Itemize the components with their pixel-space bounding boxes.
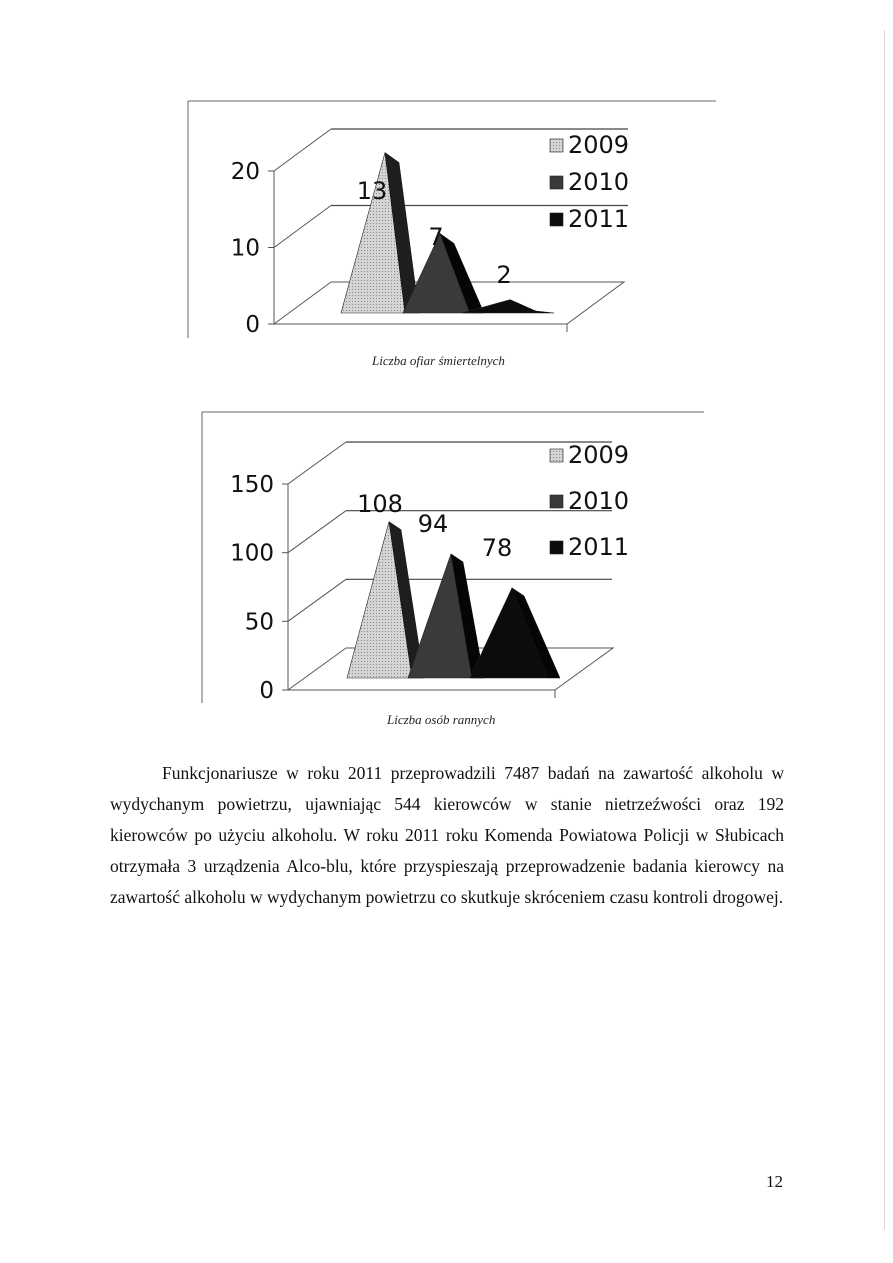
y-tick-label: 0 [245,312,260,338]
data-label-2010: 94 [417,510,449,538]
page-number: 12 [766,1172,783,1191]
legend-label-2009: 2009 [568,441,630,469]
y-tick-label: 150 [230,472,274,498]
data-label-2009: 13 [356,177,388,205]
data-label-2011: 2 [496,261,512,289]
data-label-2009: 108 [357,490,403,518]
depth-line [288,442,346,484]
legend-label-2009: 2009 [568,131,630,159]
legend-label-2010: 2010 [568,487,630,515]
legend-swatch-2010 [550,495,563,508]
body-paragraph: Funkcjonariusze w roku 2011 przeprowadzili 7487 badań na zawartość alkoholu w wydychanym powietrzu, ujawniając 544 kierowców w stanie nietrzeźwości oraz 192 kierowców po użyciu alkoholu. W roku 2011 roku Komenda Powiatowa Policji w Słubicach otrzymała 3 urządzenia Alco-blu, które przyspieszają przeprowadzenie badania kierowcy na zawartość alkoholu w wydychanym powietrzu co skutkuje skróceniem czasu kontroli drogowej. [110,763,784,907]
y-tick-label: 20 [230,159,260,185]
legend-swatch-2009 [550,449,563,462]
depth-line [288,648,346,690]
legend-label-2010: 2010 [568,168,630,196]
y-tick-label: 0 [259,678,274,704]
legend-swatch-2011 [550,541,563,554]
depth-line [288,511,346,553]
legend-label-2011: 2011 [568,205,630,233]
data-label-2011: 78 [481,534,513,562]
data-label-2010: 7 [428,223,444,251]
chart2-caption: Liczba osób rannych [387,712,496,727]
y-tick-label: 10 [230,235,260,262]
chart1-caption: Liczba ofiar śmiertelnych [372,353,505,368]
y-tick-label: 100 [230,540,274,567]
y-tick-label: 50 [244,609,274,636]
legend-label-2011: 2011 [568,533,630,561]
depth-line [288,579,346,621]
